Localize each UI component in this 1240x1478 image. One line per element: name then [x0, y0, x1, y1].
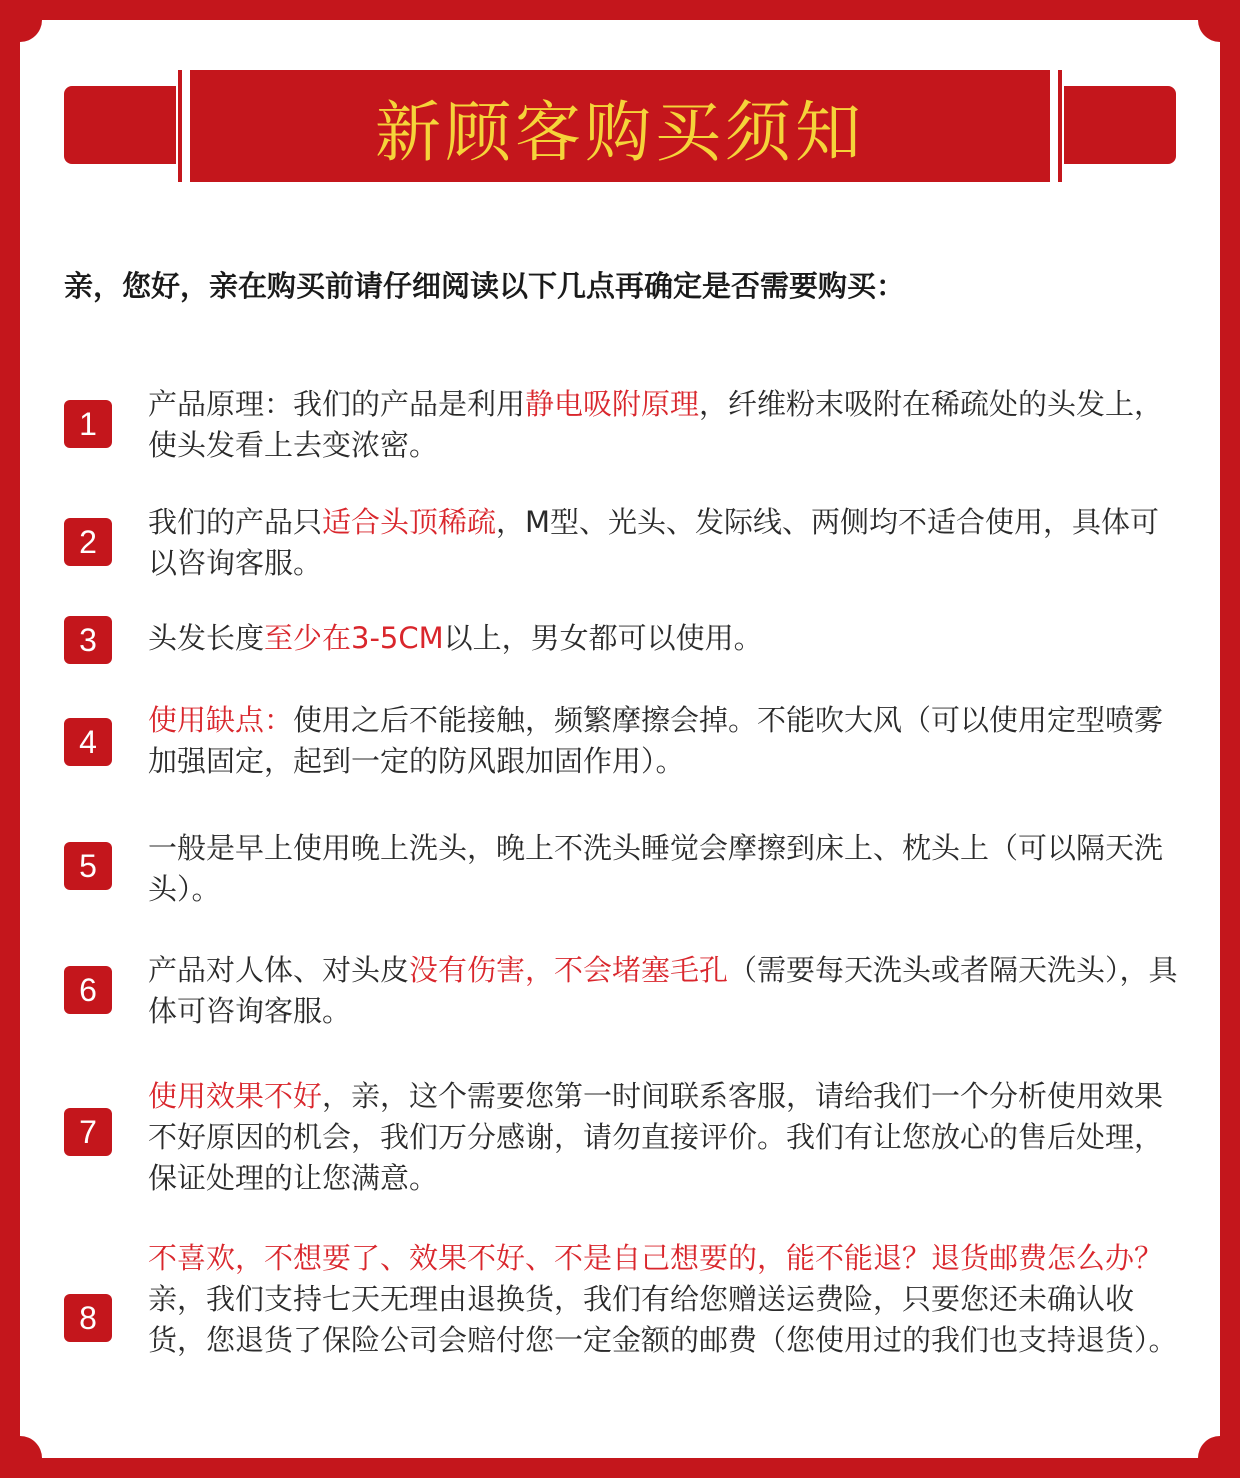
item-text-highlight: 静电吸附原理 [525, 387, 700, 421]
title-banner [190, 70, 1050, 182]
banner-right-tab [1064, 86, 1176, 164]
item-text-plain: 产品原理：我们的产品是利用 [148, 387, 526, 421]
item-text-plain: 产品对人体、对头皮 [148, 953, 410, 987]
item-text [148, 1076, 1188, 1199]
item-text-highlight: 至少在3-5CM [264, 621, 444, 655]
item-number-badge: 7 [64, 1108, 112, 1156]
item-text [148, 1238, 1188, 1361]
item-text [148, 618, 1188, 659]
item-text [148, 700, 1188, 782]
item-text-plain: 我们的产品只 [148, 505, 323, 539]
item-text-plain: ，纤维粉末吸附在稀疏处的头发上，使头发看上去变浓密。 [148, 387, 1164, 462]
item-number-badge: 6 [64, 966, 112, 1014]
item-text-plain: 使用之后不能接触，频繁摩擦会掉。不能吹大风（可以使用定型喷雾加强固定，起到一定的防风跟加固作用）。 [148, 703, 1164, 778]
item-text-plain: 头发长度 [148, 621, 265, 655]
item-text-plain: 亲，我们支持七天无理由退换货，我们有给您赠送运费险，只要您还未确认收货，您退货了保险公司会赔付您一定金额的邮费（您使用过的我们也支持退货）。 [148, 1282, 1178, 1357]
item-text-plain: 一般是早上使用晚上洗头，晚上不洗头睡觉会摩擦到床上、枕头上（可以隔天洗头）。 [148, 831, 1164, 906]
item-text-highlight: 使用效果不好 [148, 1079, 323, 1113]
item-number-badge: 2 [64, 518, 112, 566]
banner-left-tab [64, 86, 176, 164]
page-title: 新顾客购买须知 [375, 93, 865, 171]
item-text-plain: ，亲，这个需要您第一时间联系客服，请给我们一个分析使用效果不好原因的机会，我们万分感谢，请勿直接评价。我们有让您放心的售后处理，保证处理的让您满意。 [148, 1079, 1164, 1195]
item-number-badge: 3 [64, 616, 112, 664]
item-text [148, 384, 1188, 466]
intro-text: 亲，您好，亲在购买前请仔细阅读以下几点再确定是否需要购买： [64, 269, 906, 303]
item-text-highlight: 不喜欢，不想要了、效果不好、不是自己想要的，能不能退？退货邮费怎么办？ [148, 1241, 1164, 1275]
item-text [148, 950, 1188, 1032]
item-text-highlight: 没有伤害，不会堵塞毛孔 [409, 953, 729, 987]
banner-divider [178, 70, 182, 182]
item-text-plain: （需要每天洗头或者隔天洗头），具体可咨询客服。 [148, 953, 1178, 1028]
item-number-badge: 4 [64, 718, 112, 766]
item-text-highlight: 使用缺点： [148, 703, 294, 737]
item-number-badge: 1 [64, 400, 112, 448]
item-number-badge: 8 [64, 1294, 112, 1342]
item-text-highlight: 适合头顶稀疏 [322, 505, 497, 539]
item-text-plain: ，M型、光头、发际线、两侧均不适合使用，具体可以咨询客服。 [148, 505, 1160, 580]
item-number-badge: 5 [64, 842, 112, 890]
banner-divider [1058, 70, 1062, 182]
item-text [148, 502, 1188, 584]
item-text [148, 828, 1188, 910]
item-text-plain: 以上，男女都可以使用。 [443, 621, 763, 655]
